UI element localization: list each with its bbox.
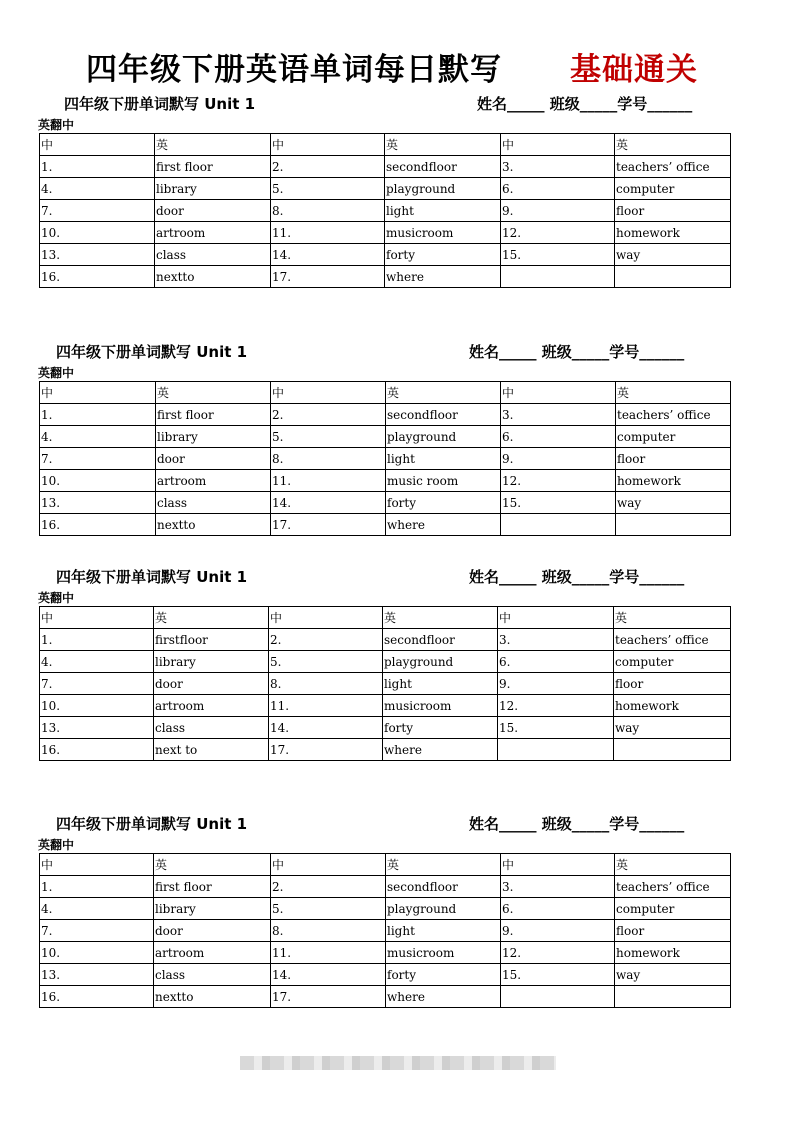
table-cell: 13.: [40, 492, 156, 514]
table-cell: playground: [386, 898, 501, 920]
table-row: [40, 244, 731, 266]
table-cell: 8.: [271, 920, 386, 942]
table-row: [40, 222, 731, 244]
header-cell: 英: [616, 382, 731, 404]
table-cell: firstfloor: [154, 629, 269, 651]
word-table: [39, 133, 731, 288]
table-cell: [501, 986, 615, 1008]
table-cell: library: [156, 426, 271, 448]
section-subtitle: 英翻中: [38, 838, 75, 852]
table-cell: 8.: [271, 448, 386, 470]
table-cell: 3.: [498, 629, 614, 651]
table-cell: library: [154, 651, 269, 673]
table-row: [40, 470, 731, 492]
table-header-row: [40, 607, 731, 629]
table-cell: secondfloor: [383, 629, 498, 651]
header-cell: 中: [271, 854, 386, 876]
table-cell: 13.: [40, 964, 154, 986]
table-cell: 16.: [40, 514, 156, 536]
dictation-section-2: [0, 341, 793, 532]
table-cell: 5.: [271, 426, 386, 448]
header-cell: 英: [386, 854, 501, 876]
table-cell: homework: [616, 470, 731, 492]
main-title-text: 四年级下册英语单词每日默写: [86, 52, 502, 88]
table-cell: light: [383, 673, 498, 695]
table-cell: forty: [386, 964, 501, 986]
table-header-row: [40, 382, 731, 404]
table-cell: 5.: [269, 651, 383, 673]
table-cell: 12.: [501, 942, 615, 964]
table-cell: 7.: [40, 920, 154, 942]
table-cell: 11.: [271, 942, 386, 964]
table-cell: 4.: [40, 898, 154, 920]
table-cell: way: [615, 244, 731, 266]
table-cell: teachers’ office: [614, 629, 731, 651]
table-cell: 13.: [40, 717, 154, 739]
table-row: [40, 514, 731, 536]
header-cell: 英: [154, 854, 271, 876]
table-cell: way: [615, 964, 731, 986]
table-cell: computer: [614, 651, 731, 673]
student-info-fields: 姓名_____ 班级_____学号______: [477, 95, 693, 113]
table-cell: 8.: [269, 673, 383, 695]
table-cell: computer: [616, 426, 731, 448]
section-header: [0, 341, 793, 363]
header-cell: 中: [269, 607, 383, 629]
table-cell: [615, 986, 731, 1008]
table-cell: secondfloor: [386, 404, 501, 426]
table-cell: 10.: [40, 695, 154, 717]
header-cell: 中: [40, 854, 154, 876]
header-cell: 英: [386, 382, 501, 404]
table-row: [40, 920, 731, 942]
table-row: [40, 448, 731, 470]
table-cell: light: [386, 920, 501, 942]
table-cell: musicroom: [386, 942, 501, 964]
table-cell: light: [385, 200, 501, 222]
table-cell: playground: [385, 178, 501, 200]
table-row: [40, 266, 731, 288]
table-cell: [616, 514, 731, 536]
table-cell: first floor: [155, 156, 271, 178]
table-cell: forty: [386, 492, 501, 514]
table-cell: way: [614, 717, 731, 739]
table-cell: 8.: [271, 200, 385, 222]
table-cell: 17.: [271, 514, 386, 536]
table-cell: playground: [383, 651, 498, 673]
table-cell: 9.: [501, 920, 615, 942]
table-cell: 11.: [269, 695, 383, 717]
table-cell: 4.: [40, 651, 154, 673]
section-title: 四年级下册单词默写 Unit 1: [64, 95, 256, 113]
table-cell: computer: [615, 178, 731, 200]
table-row: [40, 492, 731, 514]
table-cell: playground: [386, 426, 501, 448]
header-cell: 中: [501, 134, 615, 156]
table-row: [40, 673, 731, 695]
table-cell: floor: [615, 920, 731, 942]
table-cell: 15.: [498, 717, 614, 739]
table-cell: 9.: [498, 673, 614, 695]
header-cell: 中: [271, 134, 385, 156]
header-cell: 中: [40, 134, 155, 156]
blurred-footer-watermark: [240, 1056, 556, 1070]
table-cell: 14.: [269, 717, 383, 739]
header-cell: 中: [501, 382, 616, 404]
main-title-tag: 基础通关: [570, 52, 698, 88]
table-cell: 15.: [501, 244, 615, 266]
table-cell: music room: [386, 470, 501, 492]
table-cell: 16.: [40, 986, 154, 1008]
table-cell: artroom: [156, 470, 271, 492]
table-cell: 6.: [501, 898, 615, 920]
table-cell: 14.: [271, 244, 385, 266]
table-cell: secondfloor: [386, 876, 501, 898]
table-cell: 5.: [271, 898, 386, 920]
table-cell: [614, 739, 731, 761]
table-cell: secondfloor: [385, 156, 501, 178]
table-cell: 16.: [40, 266, 155, 288]
table-cell: door: [154, 673, 269, 695]
table-cell: 14.: [271, 492, 386, 514]
table-cell: 14.: [271, 964, 386, 986]
table-cell: 9.: [501, 200, 615, 222]
header-cell: 英: [155, 134, 271, 156]
section-title: 四年级下册单词默写 Unit 1: [56, 568, 248, 586]
table-cell: library: [155, 178, 271, 200]
table-cell: 2.: [269, 629, 383, 651]
table-cell: teachers’ office: [615, 156, 731, 178]
header-cell: 英: [383, 607, 498, 629]
table-cell: forty: [385, 244, 501, 266]
table-cell: floor: [615, 200, 731, 222]
table-cell: [498, 739, 614, 761]
table-cell: 1.: [40, 629, 154, 651]
table-cell: homework: [614, 695, 731, 717]
table-cell: where: [383, 739, 498, 761]
header-cell: 中: [501, 854, 615, 876]
table-row: [40, 426, 731, 448]
section-title: 四年级下册单词默写 Unit 1: [56, 815, 248, 833]
table-cell: teachers’ office: [616, 404, 731, 426]
table-cell: 7.: [40, 673, 154, 695]
table-header-row: [40, 134, 731, 156]
table-cell: 15.: [501, 964, 615, 986]
section-header: [0, 93, 793, 115]
header-cell: 英: [385, 134, 501, 156]
table-cell: 11.: [271, 222, 385, 244]
table-cell: 11.: [271, 470, 386, 492]
table-cell: 1.: [40, 156, 155, 178]
table-cell: 6.: [501, 426, 616, 448]
table-cell: 13.: [40, 244, 155, 266]
table-cell: 17.: [269, 739, 383, 761]
table-cell: artroom: [154, 695, 269, 717]
header-cell: 英: [615, 854, 731, 876]
header-cell: 中: [40, 607, 154, 629]
table-cell: door: [155, 200, 271, 222]
table-cell: 7.: [40, 200, 155, 222]
header-cell: 中: [498, 607, 614, 629]
table-cell: 10.: [40, 942, 154, 964]
table-cell: door: [154, 920, 271, 942]
word-table: [39, 606, 731, 761]
table-cell: nextto: [155, 266, 271, 288]
table-cell: 6.: [501, 178, 615, 200]
table-row: [40, 717, 731, 739]
table-cell: 4.: [40, 178, 155, 200]
table-cell: teachers’ office: [615, 876, 731, 898]
header-cell: 英: [154, 607, 269, 629]
table-row: [40, 898, 731, 920]
section-subtitle: 英翻中: [38, 591, 75, 605]
section-header: [0, 566, 793, 588]
table-cell: 5.: [271, 178, 385, 200]
table-row: [40, 964, 731, 986]
header-cell: 英: [614, 607, 731, 629]
table-row: [40, 876, 731, 898]
table-cell: computer: [615, 898, 731, 920]
table-cell: light: [386, 448, 501, 470]
header-cell: 英: [615, 134, 731, 156]
table-cell: class: [156, 492, 271, 514]
table-cell: where: [386, 514, 501, 536]
table-row: [40, 695, 731, 717]
table-cell: 2.: [271, 156, 385, 178]
table-cell: where: [386, 986, 501, 1008]
table-cell: class: [154, 964, 271, 986]
table-cell: [615, 266, 731, 288]
table-cell: 3.: [501, 404, 616, 426]
table-row: [40, 651, 731, 673]
table-cell: class: [154, 717, 269, 739]
table-cell: 2.: [271, 876, 386, 898]
table-cell: where: [385, 266, 501, 288]
table-cell: next to: [154, 739, 269, 761]
student-info-fields: 姓名_____ 班级_____学号______: [469, 343, 685, 361]
table-cell: nextto: [156, 514, 271, 536]
table-row: [40, 156, 731, 178]
table-cell: forty: [383, 717, 498, 739]
dictation-section-1: [0, 93, 793, 284]
table-cell: floor: [614, 673, 731, 695]
table-cell: door: [156, 448, 271, 470]
table-cell: 12.: [498, 695, 614, 717]
student-info-fields: 姓名_____ 班级_____学号______: [469, 815, 685, 833]
section-subtitle: 英翻中: [38, 118, 75, 132]
section-header: [0, 813, 793, 835]
table-cell: 2.: [271, 404, 386, 426]
table-cell: artroom: [154, 942, 271, 964]
table-cell: 15.: [501, 492, 616, 514]
table-row: [40, 178, 731, 200]
word-table: [39, 853, 731, 1008]
table-cell: 17.: [271, 986, 386, 1008]
table-cell: 16.: [40, 739, 154, 761]
table-cell: 17.: [271, 266, 385, 288]
dictation-section-4: [0, 813, 793, 1004]
table-cell: floor: [616, 448, 731, 470]
table-cell: first floor: [154, 876, 271, 898]
header-cell: 英: [156, 382, 271, 404]
table-row: [40, 942, 731, 964]
student-info-fields: 姓名_____ 班级_____学号______: [469, 568, 685, 586]
table-cell: 10.: [40, 222, 155, 244]
table-cell: 3.: [501, 876, 615, 898]
table-cell: way: [616, 492, 731, 514]
header-cell: 中: [40, 382, 156, 404]
table-cell: musicroom: [385, 222, 501, 244]
table-cell: class: [155, 244, 271, 266]
table-cell: 12.: [501, 222, 615, 244]
table-cell: library: [154, 898, 271, 920]
page-title: [0, 40, 793, 90]
table-cell: homework: [615, 942, 731, 964]
dictation-section-3: [0, 566, 793, 757]
table-cell: 1.: [40, 404, 156, 426]
table-cell: artroom: [155, 222, 271, 244]
table-cell: first floor: [156, 404, 271, 426]
table-cell: 10.: [40, 470, 156, 492]
table-cell: 7.: [40, 448, 156, 470]
table-cell: musicroom: [383, 695, 498, 717]
section-subtitle: 英翻中: [38, 366, 75, 380]
word-table: [39, 381, 731, 536]
table-cell: 9.: [501, 448, 616, 470]
table-cell: [501, 514, 616, 536]
table-header-row: [40, 854, 731, 876]
table-row: [40, 986, 731, 1008]
table-cell: 4.: [40, 426, 156, 448]
table-cell: 12.: [501, 470, 616, 492]
table-row: [40, 629, 731, 651]
table-cell: nextto: [154, 986, 271, 1008]
table-cell: 3.: [501, 156, 615, 178]
table-cell: homework: [615, 222, 731, 244]
table-row: [40, 200, 731, 222]
header-cell: 中: [271, 382, 386, 404]
table-cell: 1.: [40, 876, 154, 898]
table-cell: 6.: [498, 651, 614, 673]
table-cell: [501, 266, 615, 288]
table-row: [40, 739, 731, 761]
table-row: [40, 404, 731, 426]
section-title: 四年级下册单词默写 Unit 1: [56, 343, 248, 361]
